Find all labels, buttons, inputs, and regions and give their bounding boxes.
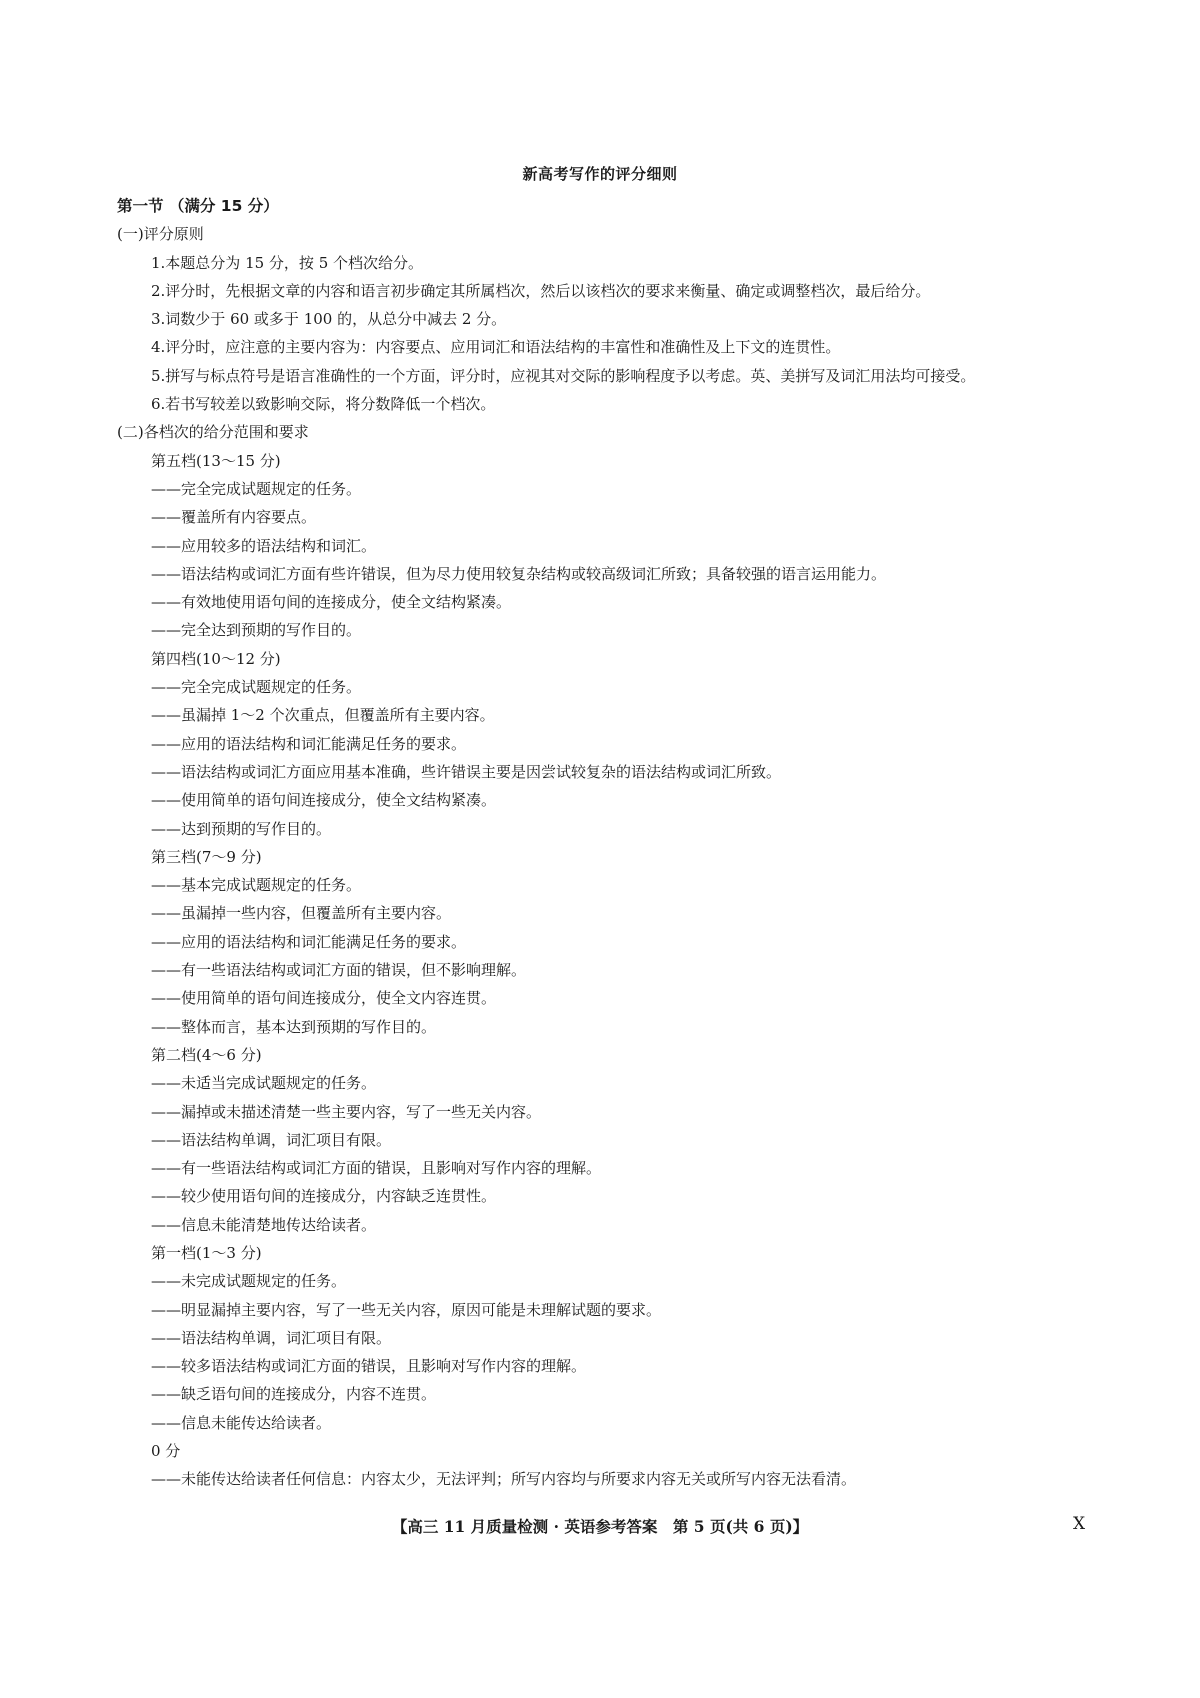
level-criterion: ——覆盖所有内容要点。 xyxy=(151,508,317,527)
level-title: 第二档(4～6 分) xyxy=(151,1045,262,1064)
level-block-0 xyxy=(117,1437,1117,1494)
level-criterion: ——完全达到预期的写作目的。 xyxy=(151,621,362,640)
level-title: 第三档(7～9 分) xyxy=(151,847,262,866)
level-criterion: ——整体而言，基本达到预期的写作目的。 xyxy=(151,1017,437,1036)
level-criterion: ——明显漏掉主要内容，写了一些无关内容，原因可能是未理解试题的要求。 xyxy=(151,1300,662,1319)
document-body xyxy=(117,192,1117,1494)
level-criterion: ——漏掉或未描述清楚一些主要内容，写了一些无关内容。 xyxy=(151,1102,542,1121)
page-footer: 【高三 11 月质量检测 · 英语参考答案 第 5 页(共 6 页)】 xyxy=(391,1517,809,1536)
level-criterion: ——完全完成试题规定的任务。 xyxy=(151,479,362,498)
level-criterion: ——语法结构单调，词汇项目有限。 xyxy=(151,1130,392,1149)
principle-item: 1.本题总分为 15 分，按 5 个档次给分。 xyxy=(151,253,424,272)
level-criterion: ——应用的语法结构和词汇能满足任务的要求。 xyxy=(151,734,467,753)
level-title: 第四档(10～12 分) xyxy=(151,649,281,668)
level-criterion: ——语法结构或词汇方面有些许错误，但为尽力使用较复杂结构或较高级词汇所致；具备较强的语言运用能力。 xyxy=(151,564,887,583)
level-title: 0 分 xyxy=(151,1442,181,1461)
level-criterion: ——应用的语法结构和词汇能满足任务的要求。 xyxy=(151,932,467,951)
level-block-2 xyxy=(117,1041,1117,1239)
principle-item: 5.拼写与标点符号是语言准确性的一个方面，评分时，应视其对交际的影响程度予以考虑。英、美拼写及词汇用法均可接受。 xyxy=(151,366,976,385)
level-criterion: ——虽漏掉 1～2 个次重点，但覆盖所有主要内容。 xyxy=(151,706,495,725)
section-heading: 第一节 （满分 15 分） xyxy=(117,197,279,215)
level-title: 第一档(1～3 分) xyxy=(151,1243,262,1262)
principles-heading: (一)评分原则 xyxy=(117,225,204,244)
level-criterion: ——应用较多的语法结构和词汇。 xyxy=(151,536,377,555)
levels-heading: (二)各档次的给分范围和要求 xyxy=(117,423,309,442)
level-criterion: ——信息未能传达给读者。 xyxy=(151,1413,332,1432)
principle-item: 2.评分时，先根据文章的内容和语言初步确定其所属档次，然后以该档次的要求来衡量、确定或调整档次，最后给分。 xyxy=(151,281,931,300)
level-criterion: ——未能传达给读者任何信息：内容太少，无法评判；所写内容均与所要求内容无关或所写内容无法看清。 xyxy=(151,1470,857,1489)
level-criterion: ——较少使用语句间的连接成分，内容缺乏连贯性。 xyxy=(151,1187,497,1206)
level-criterion: ——语法结构单调，词汇项目有限。 xyxy=(151,1328,392,1347)
principle-item: 6.若书写较差以致影响交际，将分数降低一个档次。 xyxy=(151,395,496,414)
level-block-4 xyxy=(117,645,1117,843)
level-block-1 xyxy=(117,1239,1117,1437)
level-criterion: ——有效地使用语句间的连接成分，使全文结构紧凑。 xyxy=(151,593,512,612)
principles-list xyxy=(117,249,1117,419)
level-criterion: ——有一些语法结构或词汇方面的错误，且影响对写作内容的理解。 xyxy=(151,1159,602,1178)
level-criterion: ——未适当完成试题规定的任务。 xyxy=(151,1074,377,1093)
level-criterion: ——达到预期的写作目的。 xyxy=(151,819,332,838)
level-criterion: ——有一些语法结构或词汇方面的错误，但不影响理解。 xyxy=(151,961,527,980)
level-criterion: ——较多语法结构或词汇方面的错误，且影响对写作内容的理解。 xyxy=(151,1357,587,1376)
document-title: 新高考写作的评分细则 xyxy=(522,165,678,183)
level-block-5 xyxy=(117,447,1117,645)
principle-item: 4.评分时，应注意的主要内容为：内容要点、应用词汇和语法结构的丰富性和准确性及上下文的连贯性。 xyxy=(151,338,841,357)
footer-mark: X xyxy=(1073,1514,1086,1534)
level-block-3 xyxy=(117,843,1117,1041)
level-criterion: ——信息未能清楚地传达给读者。 xyxy=(151,1215,377,1234)
level-criterion: ——语法结构或词汇方面应用基本准确，些许错误主要是因尝试较复杂的语法结构或词汇所致。 xyxy=(151,762,782,781)
level-title: 第五档(13～15 分) xyxy=(151,451,281,470)
principle-item: 3.词数少于 60 或多于 100 的，从总分中减去 2 分。 xyxy=(151,310,507,329)
level-criterion: ——缺乏语句间的连接成分，内容不连贯。 xyxy=(151,1385,437,1404)
level-criterion: ——完全完成试题规定的任务。 xyxy=(151,678,362,697)
level-criterion: ——虽漏掉一些内容，但覆盖所有主要内容。 xyxy=(151,904,452,923)
level-criterion: ——使用简单的语句间连接成分，使全文结构紧凑。 xyxy=(151,791,497,810)
level-criterion: ——基本完成试题规定的任务。 xyxy=(151,876,362,895)
level-criterion: ——使用简单的语句间连接成分，使全文内容连贯。 xyxy=(151,989,497,1008)
level-criterion: ——未完成试题规定的任务。 xyxy=(151,1272,347,1291)
